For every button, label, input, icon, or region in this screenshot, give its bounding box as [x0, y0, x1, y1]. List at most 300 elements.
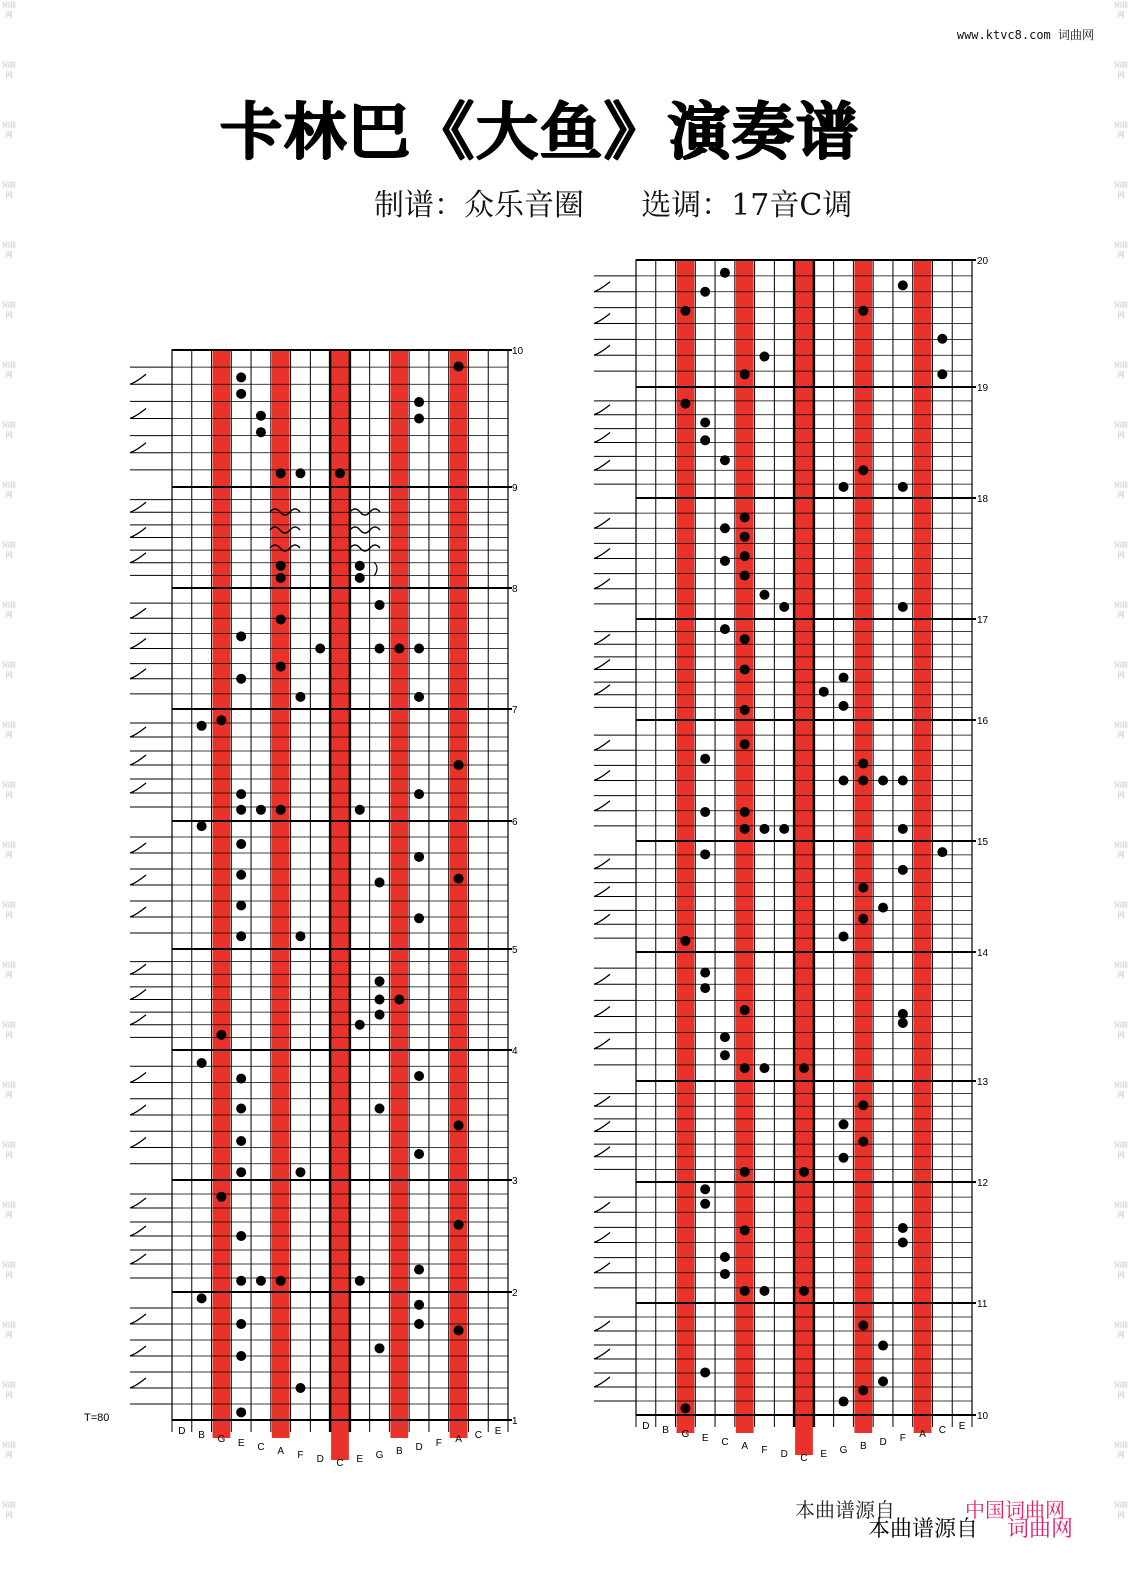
note-dot [276, 805, 286, 815]
note-dot [740, 1286, 750, 1296]
tine-highlight [854, 260, 872, 1433]
measure-number: 9 [512, 483, 518, 494]
key-label: C [938, 1425, 946, 1436]
note-dot [937, 369, 947, 379]
edge-watermark-text: 词曲网 [1114, 901, 1128, 919]
fermata-mark [374, 562, 377, 576]
note-dot [295, 1167, 305, 1177]
beam-flag [130, 1073, 146, 1083]
key-value: 17音C调 [731, 188, 853, 223]
note-dot [236, 674, 246, 684]
note-dot [375, 1010, 385, 1020]
edge-watermark-text: 词曲网 [1114, 841, 1128, 859]
note-dot [720, 624, 730, 634]
edge-watermark-text: 词曲网 [1114, 1141, 1128, 1159]
note-dot [720, 455, 730, 465]
note-dot [839, 776, 849, 786]
tine-highlight [450, 350, 468, 1438]
key-label: G [681, 1429, 690, 1440]
tine-highlight [331, 350, 349, 1460]
edge-watermark-text: 词曲网 [1114, 301, 1128, 319]
key-label: D [879, 1437, 887, 1448]
beam-flag [594, 771, 610, 781]
note-dot [858, 914, 868, 924]
edge-watermark-text: 词曲网 [1114, 1021, 1128, 1039]
beam-flag [130, 1254, 146, 1264]
note-dot [839, 673, 849, 683]
beam-flag [594, 887, 610, 897]
beam-flag [130, 443, 146, 453]
tine-highlight [390, 350, 408, 1438]
beam-flag [130, 669, 146, 679]
note-dot [700, 849, 710, 859]
beam-flag [594, 1349, 610, 1359]
edge-watermark-text: 词曲网 [2, 1321, 16, 1339]
key-label: D [415, 1442, 423, 1453]
beam-flag [594, 1321, 610, 1331]
key-label: G [839, 1445, 848, 1456]
note-dot [414, 1300, 424, 1310]
note-dot [740, 512, 750, 522]
beam-flag [594, 345, 610, 355]
edge-watermark-text: 词曲网 [2, 1441, 16, 1459]
edge-watermark-text: 词曲网 [1114, 421, 1128, 439]
beam-flag [130, 1138, 146, 1148]
edge-watermark-text: 词曲网 [1114, 601, 1128, 619]
edge-watermark-text: 词曲网 [1114, 661, 1128, 679]
note-dot [355, 805, 365, 815]
beam-flag [130, 409, 146, 419]
measure-number: 10 [512, 346, 524, 357]
note-dot [700, 287, 710, 297]
note-dot [236, 1136, 246, 1146]
beam-flag [594, 1377, 610, 1387]
note-dot [236, 1231, 246, 1241]
note-dot [375, 976, 385, 986]
note-dot [454, 874, 464, 884]
tab-panel-right [594, 256, 989, 1464]
beam-flag [130, 1378, 146, 1388]
edge-watermark-text: 词曲网 [2, 181, 16, 199]
tab-panel-left [130, 346, 524, 1469]
footer-ghost-site: 中国词曲网 [965, 1498, 1065, 1522]
edge-watermark-text: 词曲网 [2, 961, 16, 979]
note-dot [236, 870, 246, 880]
footer-ghost-text: 本曲谱源自 [795, 1498, 895, 1522]
note-dot [759, 824, 769, 834]
key-label: B [198, 1430, 205, 1441]
beam-flag [594, 660, 610, 670]
beam-flag [594, 314, 610, 324]
note-dot [839, 1397, 849, 1407]
note-dot [375, 1343, 385, 1353]
key-label: C [257, 1442, 265, 1453]
beam-flag [594, 1263, 610, 1273]
tine-highlight [795, 260, 813, 1455]
measure-number: 13 [977, 1077, 989, 1088]
edge-watermark-text: 词曲网 [2, 601, 16, 619]
note-dot [197, 721, 207, 731]
note-dot [375, 995, 385, 1005]
edge-watermark-text: 词曲网 [1114, 1441, 1128, 1459]
note-dot [740, 807, 750, 817]
note-dot [740, 1005, 750, 1015]
note-dot [937, 334, 947, 344]
note-dot [759, 352, 769, 362]
note-dot [355, 1276, 365, 1286]
beam-flag [594, 1147, 610, 1157]
note-dot [740, 634, 750, 644]
beam-flag [130, 1314, 146, 1324]
key-label: C [336, 1458, 344, 1469]
key-label: G [217, 1434, 226, 1445]
measure-number: 16 [977, 716, 989, 727]
note-dot [799, 1063, 809, 1073]
note-dot [236, 1319, 246, 1329]
edge-watermark-text: 词曲网 [2, 841, 16, 859]
measure-number: 2 [512, 1288, 518, 1299]
beam-flag [130, 964, 146, 974]
edge-watermark-text: 词曲网 [2, 781, 16, 799]
edge-watermark-text: 词曲网 [2, 421, 16, 439]
beam-flag [130, 727, 146, 737]
edge-watermark-text: 词曲网 [2, 1141, 16, 1159]
note-dot [355, 561, 365, 571]
note-dot [315, 644, 325, 654]
note-dot [740, 665, 750, 675]
beam-flag [130, 1226, 146, 1236]
note-dot [414, 644, 424, 654]
beam-flag [594, 1039, 610, 1049]
key-label: E [237, 1438, 245, 1449]
note-dot [236, 1104, 246, 1114]
key-label: 选调： [641, 188, 732, 223]
measure-number: 7 [512, 705, 518, 716]
note-dot [197, 821, 207, 831]
measure-number: 11 [977, 1299, 988, 1310]
note-dot [700, 1199, 710, 1209]
note-dot [759, 1063, 769, 1073]
note-dot [236, 839, 246, 849]
beam-flag [130, 907, 146, 917]
key-label: F [899, 1433, 906, 1444]
key-label: A [455, 1434, 462, 1445]
note-dot [878, 776, 888, 786]
edge-watermark-text: 词曲网 [2, 1201, 16, 1219]
note-dot [740, 1167, 750, 1177]
note-dot [295, 1383, 305, 1393]
note-dot [454, 1325, 464, 1335]
note-dot [720, 1252, 730, 1262]
note-dot [454, 1220, 464, 1230]
beam-flag [594, 1122, 610, 1132]
key-label: C [800, 1453, 808, 1464]
note-dot [700, 435, 710, 445]
beam-flag [130, 755, 146, 765]
beam-flag [130, 783, 146, 793]
note-dot [720, 1050, 730, 1060]
note-dot [375, 877, 385, 887]
key-label: A [919, 1429, 926, 1440]
note-dot [375, 1104, 385, 1114]
note-dot [216, 715, 226, 725]
key-label: B [859, 1441, 867, 1452]
beam-flag [594, 1007, 610, 1017]
beam-flag [594, 801, 610, 811]
key-label: E [958, 1421, 966, 1432]
edge-watermark-text: 词曲网 [1114, 61, 1128, 79]
footer-source-site: 词曲网 [1007, 1517, 1074, 1542]
note-dot [680, 399, 690, 409]
beam-flag [130, 1105, 146, 1115]
tine-highlight [914, 260, 932, 1433]
key-label: G [375, 1450, 384, 1461]
edge-watermark-text: 词曲网 [1114, 1081, 1128, 1099]
note-dot [898, 865, 908, 875]
note-dot [858, 306, 868, 316]
beam-flag [130, 1198, 146, 1208]
note-dot [414, 852, 424, 862]
edge-watermark-text: 词曲网 [1114, 961, 1128, 979]
note-dot [680, 1403, 690, 1413]
edge-watermark-text: 词曲网 [2, 541, 16, 559]
note-dot [256, 1276, 266, 1286]
note-dot [858, 1320, 868, 1330]
note-dot [216, 1030, 226, 1040]
edge-watermark-text: 词曲网 [2, 481, 16, 499]
beam-flag [130, 639, 146, 649]
edge-watermark-text: 词曲网 [1114, 1321, 1128, 1339]
key-label: F [435, 1438, 442, 1449]
arranger-label: 制谱： [374, 188, 464, 223]
note-dot [858, 883, 868, 893]
measure-number: 14 [977, 948, 989, 959]
edge-watermark-text: 词曲网 [2, 301, 16, 319]
beam-flag [594, 685, 610, 695]
note-dot [700, 807, 710, 817]
note-dot [839, 1153, 849, 1163]
note-dot [759, 1286, 769, 1296]
page-title: 卡林巴《大鱼》演奏谱 [219, 95, 860, 168]
measure-number: 20 [977, 256, 989, 267]
edge-watermark-text: 词曲网 [2, 661, 16, 679]
edge-watermark-text: 词曲网 [1114, 1201, 1128, 1219]
beam-flag [594, 405, 610, 415]
note-dot [276, 662, 286, 672]
note-dot [454, 760, 464, 770]
note-dot [740, 1225, 750, 1235]
note-dot [937, 847, 947, 857]
note-dot [236, 1407, 246, 1417]
edge-watermark-text: 词曲网 [1114, 721, 1128, 739]
key-label: D [642, 1421, 650, 1432]
note-dot [414, 1265, 424, 1275]
edge-watermark-text: 词曲网 [2, 1021, 16, 1039]
measure-number: 18 [977, 494, 989, 505]
note-dot [779, 602, 789, 612]
note-dot [355, 1020, 365, 1030]
note-dot [414, 692, 424, 702]
tine-highlight [213, 350, 231, 1438]
edge-watermark-text: 词曲网 [2, 1261, 16, 1279]
beam-flag [130, 990, 146, 1000]
edge-watermark-text: 词曲网 [1114, 1261, 1128, 1279]
edge-watermark-text: 词曲网 [2, 121, 16, 139]
note-dot [898, 1009, 908, 1019]
note-dot [276, 614, 286, 624]
key-label: E [356, 1454, 364, 1465]
note-dot [740, 1063, 750, 1073]
note-dot [335, 468, 345, 478]
note-dot [898, 280, 908, 290]
key-label: C [721, 1437, 729, 1448]
edge-watermark-text: 词曲网 [2, 901, 16, 919]
note-dot [216, 1192, 226, 1202]
edge-watermark-text: 词曲网 [1114, 361, 1128, 379]
note-dot [236, 900, 246, 910]
note-dot [700, 418, 710, 428]
beam-flag [594, 549, 610, 559]
note-dot [375, 600, 385, 610]
edge-watermark-text: 词曲网 [2, 1, 16, 19]
beam-flag [594, 1233, 610, 1243]
note-dot [236, 1276, 246, 1286]
beam-flag [594, 282, 610, 292]
note-dot [414, 1071, 424, 1081]
note-dot [898, 1018, 908, 1028]
note-dot [858, 1100, 868, 1110]
note-dot [878, 1341, 888, 1351]
beam-flag [130, 374, 146, 384]
note-dot [680, 306, 690, 316]
key-label: A [277, 1446, 285, 1457]
note-dot [236, 1167, 246, 1177]
note-dot [720, 523, 730, 533]
measure-number: 3 [512, 1176, 518, 1187]
beam-flag [594, 518, 610, 528]
key-label: D [780, 1449, 788, 1460]
note-dot [898, 1223, 908, 1233]
note-dot [898, 1238, 908, 1248]
site-watermark: www.ktvc8.com 词曲网 [956, 28, 1094, 42]
note-dot [720, 556, 730, 566]
note-dot [414, 1319, 424, 1329]
note-dot [799, 1286, 809, 1296]
beam-flag [594, 433, 610, 443]
note-dot [276, 573, 286, 583]
note-dot [839, 1119, 849, 1129]
edge-watermark-text: 词曲网 [2, 61, 16, 79]
measure-number: 17 [977, 615, 989, 626]
note-dot [740, 369, 750, 379]
beam-flag [130, 843, 146, 853]
note-dot [375, 644, 385, 654]
edge-watermark-text: 词曲网 [2, 721, 16, 739]
beam-flag [594, 859, 610, 869]
key-label: D [316, 1454, 324, 1465]
measure-number: 10 [977, 1411, 989, 1422]
note-dot [454, 1120, 464, 1130]
note-dot [276, 561, 286, 571]
tine-highlight [677, 260, 695, 1433]
note-dot [276, 1276, 286, 1286]
edge-watermark-text: 词曲网 [1114, 1501, 1128, 1519]
note-dot [858, 1385, 868, 1395]
note-dot [236, 789, 246, 799]
note-dot [295, 468, 305, 478]
edge-watermark-text: 词曲网 [2, 241, 16, 259]
beam-flag [130, 502, 146, 512]
note-dot [394, 995, 404, 1005]
note-dot [414, 414, 424, 424]
key-label: E [820, 1449, 828, 1460]
measure-number: 5 [512, 945, 518, 956]
footer-source-label: 本曲谱源自 [868, 1517, 979, 1542]
note-dot [700, 754, 710, 764]
note-dot [256, 411, 266, 421]
note-dot [414, 789, 424, 799]
note-dot [898, 482, 908, 492]
measure-number: 8 [512, 584, 518, 595]
key-label: B [395, 1446, 403, 1457]
note-dot [858, 465, 868, 475]
vibrato-mark [350, 527, 380, 533]
edge-watermark-text: 词曲网 [1114, 121, 1128, 139]
measure-number: 4 [512, 1046, 518, 1057]
beam-flag [594, 914, 610, 924]
tempo-marking: T=80 [84, 1412, 110, 1424]
note-dot [839, 701, 849, 711]
note-dot [740, 739, 750, 749]
edge-watermark-text: 词曲网 [1114, 1, 1128, 19]
beam-flag [594, 460, 610, 470]
edge-watermark-text: 词曲网 [1114, 181, 1128, 199]
note-dot [236, 372, 246, 382]
beam-flag [130, 608, 146, 618]
note-dot [700, 983, 710, 993]
beam-flag [130, 528, 146, 538]
note-dot [394, 644, 404, 654]
edge-watermark-text: 词曲网 [1114, 781, 1128, 799]
note-dot [236, 1351, 246, 1361]
note-dot [256, 427, 266, 437]
note-dot [759, 590, 769, 600]
edge-watermark-text: 词曲网 [2, 1501, 16, 1519]
edge-watermark-text: 词曲网 [1114, 1381, 1128, 1399]
key-label: E [701, 1433, 709, 1444]
note-dot [295, 931, 305, 941]
note-dot [779, 824, 789, 834]
note-dot [454, 361, 464, 371]
note-dot [236, 1074, 246, 1084]
note-dot [197, 1058, 207, 1068]
note-dot [878, 903, 888, 913]
note-dot [414, 913, 424, 923]
beam-flag [130, 553, 146, 563]
note-dot [740, 570, 750, 580]
note-dot [700, 1367, 710, 1377]
edge-watermark-text: 词曲网 [1114, 541, 1128, 559]
beam-flag [130, 875, 146, 885]
note-dot [740, 532, 750, 542]
measure-number: 12 [977, 1178, 989, 1189]
measure-number: 1 [512, 1416, 518, 1427]
key-label: F [297, 1450, 304, 1461]
note-dot [197, 1293, 207, 1303]
note-dot [858, 776, 868, 786]
beam-flag [594, 974, 610, 984]
note-dot [898, 776, 908, 786]
